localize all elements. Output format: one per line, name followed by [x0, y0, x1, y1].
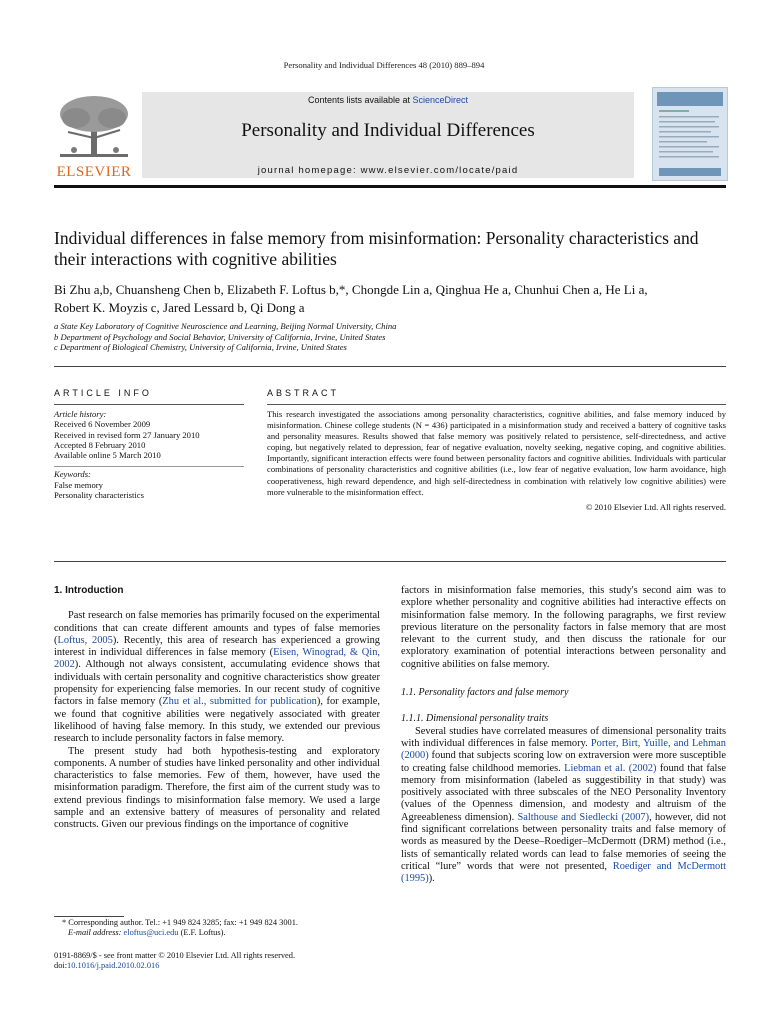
keyword: Personality characteristics	[54, 490, 144, 501]
article-info	[54, 409, 244, 500]
text: found that false memory from misinformation (labeled as suggestibility in that study) was positively associated with three subscales of the NEO Personality Inventory (values of the Openness dimension, and modesty and altruism of the Agreeableness dimension).	[401, 762, 726, 823]
affiliation-b: b Department of Psychology and Social Behavior, University of California, Irvine, United States	[54, 331, 386, 342]
affiliations	[54, 321, 454, 353]
doi-link[interactable]: 10.1016/j.paid.2010.02.016	[67, 961, 160, 971]
paragraph: factors in misinformation false memories, this study's second aim was to explore whether personality and cognitive abilities had interactive effects on misinformation false memory. In the following paragraphs, we first review previous literature on the personality factors in false memory that are most relevant to the current study, and then discuss the rationale for our exploratory examination of potential interactions between personality and cognitive abilities on false memory.	[401, 585, 726, 670]
email-label: E-mail address:	[68, 928, 124, 938]
header-rule	[54, 185, 726, 188]
authors-line-1: Bi Zhu a,b, Chuansheng Chen b, Elizabeth F. Loftus b,*, Chongde Lin a, Qinghua He a, Chunhui Chen a, He Li a,	[54, 282, 648, 297]
text: , however, did not find significant correlations between personality traits and false memory of words as measured by the Deese–Roediger–McDermott (DRM) method (i.e., lists of semantically related words can lead to false memories of seeing the critical “lure” words that were not presented,	[401, 811, 726, 872]
tree-icon	[54, 92, 134, 162]
front-matter	[54, 951, 384, 972]
keyword: False memory	[54, 479, 103, 490]
history-item: Available online 5 March 2010	[54, 450, 161, 461]
divider	[267, 404, 726, 405]
authors-line-2: Robert K. Moyzis c, Jared Lessard b, Qi Dong a	[54, 300, 305, 315]
citation-link[interactable]: Eisen, Winograd, & Qin, 2002	[54, 647, 380, 671]
elsevier-logo	[54, 92, 134, 182]
text: ).	[428, 873, 435, 885]
email-line	[54, 928, 384, 938]
journal-header	[54, 92, 726, 182]
citation-link[interactable]: Liebman et al. (2002)	[564, 762, 657, 774]
keywords-label: Keywords:	[54, 469, 91, 480]
article-title: Individual differences in false memory from misinformation: Personality characteristics and their interactions with cognitive abilities	[54, 228, 699, 269]
right-column	[401, 585, 726, 886]
paragraph	[401, 726, 726, 886]
article-info-heading: ARTICLE INFO	[54, 388, 152, 398]
citation-link[interactable]: Zhu et al., submitted for publication	[162, 696, 317, 708]
journal-title: Personality and Individual Differences	[241, 120, 535, 141]
text: Past research on false memories has primarily focused on the experimental conditions that can create different amounts and types of false memories (	[54, 610, 380, 646]
history-item: Received 6 November 2009	[54, 419, 151, 430]
paragraph	[54, 610, 380, 745]
journal-cover-image	[652, 87, 728, 181]
divider	[54, 366, 726, 367]
journal-citation: Personality and Individual Differences 48 (2010) 889–894	[283, 60, 485, 70]
text: ), for example, we found that cognitive abilities were negatively associated with greater likelihood of having false memory. In this study, we extended our previous research to include personality factors in false memory.	[54, 696, 380, 745]
affiliation-c: c Department of Biological Chemistry, University of California, Irvine, United States	[54, 342, 347, 353]
text: found that subjects scoring low on extraversion were more susceptible to creating false childhood memories.	[401, 750, 726, 774]
text: Several studies have correlated measures of dimensional personality traits with individual differences in false memory.	[401, 725, 726, 749]
issn-line: 0191-8869/$ - see front matter © 2010 Elsevier Ltd. All rights reserved.	[54, 951, 296, 960]
divider	[54, 466, 244, 467]
corresponding-author: * Corresponding author. Tel.: +1 949 824 3285; fax: +1 949 824 3001.	[62, 918, 298, 927]
section-heading: 1. Introduction	[54, 585, 124, 596]
text: ). Although not always consistent, accumulating evidence shows that individuals with certain personality and cognitive characteristics show greater propensity for experiencing false memories. In our recent study of cognitive factors in false memory (	[54, 659, 380, 708]
history-label: Article history:	[54, 409, 107, 419]
affiliation-a: a State Key Laboratory of Cognitive Neuroscience and Learning, Beijing Normal University, China	[54, 321, 397, 331]
subsection-heading: 1.1. Personality factors and false memory	[401, 687, 569, 699]
history-item: Accepted 8 February 2010	[54, 439, 146, 450]
contents-line	[142, 95, 634, 105]
footnote-rule	[54, 916, 124, 917]
citation-link[interactable]: Roediger and McDermott (1995)	[401, 860, 726, 885]
left-column	[54, 585, 380, 832]
contents-prefix: Contents lists available at	[307, 95, 413, 105]
abstract-heading: ABSTRACT	[267, 388, 340, 398]
doi-line	[54, 961, 384, 971]
citation-link[interactable]: Salthouse and Siedlecki (2007)	[517, 811, 650, 823]
doi-label: doi:	[54, 961, 68, 971]
citation-link[interactable]: Porter, Birt, Yuille, and Lehman (2000)	[401, 737, 726, 762]
abstract-text: This research investigated the associations among personality characteristics, cognitive abilities, and false memory induced by misinformation. Chinese college students (N = 436) participated in a misinformation study and received a battery of cognitive tasks and personality measures. Results showed that false memory was positively related to persistence, self-directedness, and active coping, but negatively related to depression, fear of negative evaluation, novelty seeking, negative coping, and cognitive abilities. Importantly, significant interaction effects were found between personality factors and cognitive abilities. Individuals with particular combinations of personality characteristics and cognitive abilities (i.e., low fear of negative evaluation, low harm avoidance, high cooperativeness, high reward dependence, and high self-directedness in combination with relatively low cognitive abilities) were more vulnerable to the misinformation effect.	[267, 409, 726, 497]
author-list	[54, 281, 726, 317]
history-item: Received in revised form 27 January 2010	[54, 429, 200, 440]
paragraph: The present study had both hypothesis-testing and exploratory components. A number of studies have linked personality and other individual characteristics to false memories. Few of them, however, have used the misinformation paradigm. Therefore, the first aim of the current study was to extend previous findings to misinformation false memory. We used a large sample and an extensive battery of measures of personality and related constructs. Given our previous findings on the importance of cognitive	[54, 745, 380, 831]
sciencedirect-link[interactable]: ScienceDirect	[412, 95, 469, 105]
email-suffix: (E.F. Loftus).	[178, 928, 226, 938]
divider	[54, 561, 726, 562]
subsubsection-heading: 1.1.1. Dimensional personality traits	[401, 713, 549, 725]
footnote	[54, 918, 384, 939]
journal-homepage[interactable]: journal homepage: www.elsevier.com/locate/paid	[257, 165, 519, 176]
email-link[interactable]: eloftus@uci.edu	[123, 928, 179, 938]
citation-link[interactable]: Loftus, 2005	[57, 634, 113, 646]
abstract	[267, 409, 726, 513]
divider	[54, 404, 244, 405]
copyright: © 2010 Elsevier Ltd. All rights reserved.	[585, 501, 726, 512]
text: ). Recently, this area of research has experienced a growing interest in individual differences in false memory (	[54, 634, 380, 659]
journal-banner	[142, 92, 634, 178]
elsevier-wordmark: ELSEVIER	[56, 164, 132, 180]
